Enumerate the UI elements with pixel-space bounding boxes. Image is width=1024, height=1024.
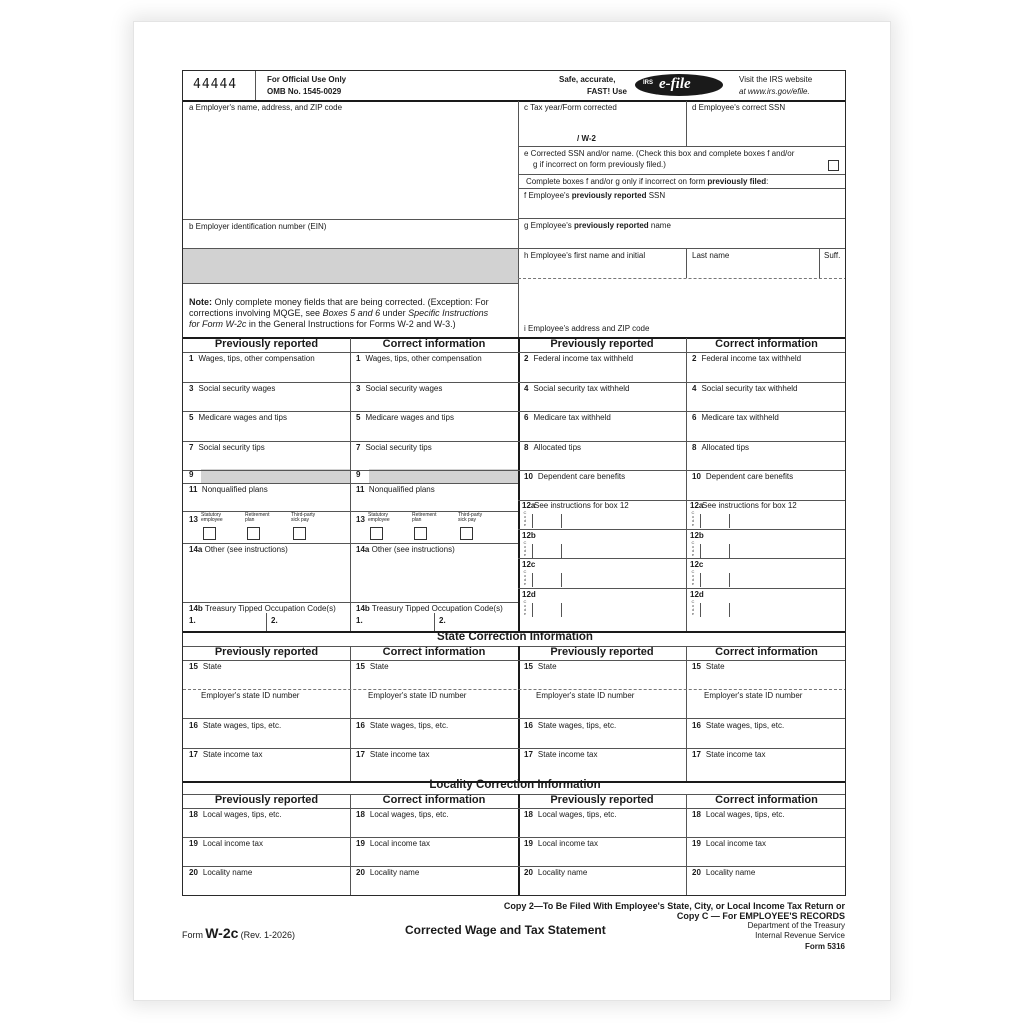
box-12c-prev-divider bbox=[532, 573, 533, 587]
box-12a-corr-num: 12a bbox=[690, 501, 704, 510]
box-19-prev-2 bbox=[524, 839, 598, 848]
box-8-prev-num: 8 bbox=[524, 442, 529, 452]
box-20-corr-3-num: 20 bbox=[692, 868, 701, 877]
box-12b-corr-divider2 bbox=[729, 544, 730, 558]
box-12c-corr-code-label: C o d e bbox=[691, 569, 695, 586]
copy2-text: Copy 2—To Be Filed With Employee's State, City, or Local Income Tax Return or bbox=[503, 901, 845, 911]
box-20-corr-1-text: Locality name bbox=[369, 868, 420, 877]
box-5-corr-num: 5 bbox=[356, 413, 361, 422]
box-15-prev-0-text: State bbox=[202, 662, 222, 671]
box-12a-prev-text: See instructions for box 12 bbox=[534, 501, 629, 510]
box-16-corr-3 bbox=[692, 721, 784, 730]
box-12a-corr-code-label: C o d e bbox=[691, 510, 695, 527]
box-10-corr-text: Dependent care benefits bbox=[705, 472, 794, 481]
box-8-corr-text: Allocated tips bbox=[701, 442, 750, 452]
box-13-prev-num: 13 bbox=[189, 515, 198, 524]
form-title: Corrected Wage and Tax Statement bbox=[405, 923, 606, 937]
box-10-corr bbox=[692, 472, 793, 481]
box-a-label: a Employer's name, address, and ZIP code bbox=[189, 103, 343, 112]
box-14b-prev: 14b Treasury Tipped Occupation Code(s) bbox=[189, 604, 336, 613]
box-3-prev bbox=[189, 384, 275, 393]
box-20-prev-0-text: Locality name bbox=[202, 868, 253, 877]
box-17-corr-1-num: 17 bbox=[356, 750, 365, 759]
suffix-label: Suff. bbox=[824, 251, 841, 260]
box-17-prev-0-num: 17 bbox=[189, 750, 198, 759]
visit-irs-line2: at www.irs.gov/efile. bbox=[739, 87, 810, 96]
box-12c-corr-divider2 bbox=[729, 573, 730, 587]
box-14a-corr: 14a Other (see instructions) bbox=[356, 545, 455, 554]
row-divider bbox=[183, 866, 846, 867]
box-e-line2: g if incorrect on form previously filed.) bbox=[533, 160, 666, 169]
dept-treasury: Department of the Treasury bbox=[747, 921, 845, 930]
box-15-prev-2 bbox=[524, 662, 557, 671]
box-18-prev-2-num: 18 bbox=[524, 810, 533, 819]
box-17-prev-2-text: State income tax bbox=[537, 750, 598, 759]
box-8-corr-num: 8 bbox=[692, 442, 697, 452]
box-3-prev-text: Social security wages bbox=[198, 383, 276, 393]
box-4-corr-num: 4 bbox=[692, 383, 697, 393]
box-13-corr-thirdparty-checkbox[interactable] bbox=[460, 527, 473, 540]
box-10-corr-num: 10 bbox=[692, 472, 701, 481]
box-19-corr-1-num: 19 bbox=[356, 839, 365, 848]
box-6-corr-text: Medicare tax withheld bbox=[701, 413, 779, 422]
box-16-prev-0-num: 16 bbox=[189, 721, 198, 730]
last-name-label: Last name bbox=[692, 251, 730, 260]
row-divider bbox=[518, 558, 846, 559]
row-divider bbox=[183, 441, 518, 442]
box-12b-corr-code-label: C o d e bbox=[691, 539, 695, 557]
box-7-prev-num: 7 bbox=[189, 442, 194, 452]
box-12a-corr-text: See instructions for box 12 bbox=[702, 501, 797, 510]
box-13-prev-thirdparty-label: Third-party sick pay bbox=[291, 512, 316, 523]
box-6-corr bbox=[692, 413, 779, 422]
box-18-corr-3 bbox=[692, 810, 785, 819]
complete-boxes-note: Complete boxes f and/or g only if incorrect on form previously filed: bbox=[526, 177, 769, 186]
box-19-prev-0 bbox=[189, 839, 263, 848]
box-13-corr-thirdparty-label: Third-party sick pay bbox=[458, 512, 483, 523]
col-header-prev-left: Previously reported bbox=[214, 338, 319, 350]
box-20-prev-2-num: 20 bbox=[524, 868, 533, 877]
box-5-corr bbox=[356, 413, 454, 422]
box-10-prev-num: 10 bbox=[524, 472, 533, 481]
row-divider bbox=[183, 748, 846, 749]
box-17-prev-0 bbox=[189, 750, 263, 759]
box-13-corr-retirement-checkbox[interactable] bbox=[414, 527, 427, 540]
box-5-corr-text: Medicare wages and tips bbox=[365, 413, 454, 422]
safe-accurate-line2: FAST! Use bbox=[587, 87, 628, 96]
box-16-prev-2 bbox=[524, 721, 616, 730]
box-14b-corr-1: 1. bbox=[356, 616, 363, 625]
box-11-prev: 11 Nonqualified plans bbox=[189, 485, 268, 494]
box-11-corr: 11 Nonqualified plans bbox=[356, 485, 435, 494]
box-16-corr-3-num: 16 bbox=[692, 721, 701, 730]
box-12a-prev-divider bbox=[532, 514, 533, 528]
box-9-prev: 9 bbox=[189, 470, 194, 479]
box-5-prev-num: 5 bbox=[189, 413, 194, 422]
box-20-prev-2-text: Locality name bbox=[537, 868, 588, 877]
box-13-corr-statutory-label: Statutory employee bbox=[368, 512, 390, 523]
box-12c-corr-divider bbox=[700, 573, 701, 587]
safe-accurate-line1: Safe, accurate, bbox=[559, 75, 616, 84]
box-18-prev-0-text: Local wages, tips, etc. bbox=[202, 810, 282, 819]
box-17-prev-0-text: State income tax bbox=[202, 750, 263, 759]
row-divider bbox=[183, 689, 846, 690]
box-2-corr bbox=[692, 354, 801, 363]
box-1-corr bbox=[356, 354, 482, 363]
box-13-prev-statutory-checkbox[interactable] bbox=[203, 527, 216, 540]
box-18-corr-1 bbox=[356, 810, 449, 819]
box-b-label: b Employer identification number (EIN) bbox=[189, 222, 327, 231]
box-f-label: f Employee's previously reported SSN bbox=[524, 191, 666, 200]
row-divider bbox=[183, 382, 518, 383]
box-12d-corr-divider bbox=[700, 603, 701, 617]
box-1-prev bbox=[189, 354, 315, 363]
employer-state-id-0: Employer's state ID number bbox=[201, 691, 300, 700]
box-12d-prev-divider bbox=[532, 603, 533, 617]
corrected-ssn-checkbox[interactable] bbox=[828, 160, 839, 171]
row-divider bbox=[183, 411, 518, 412]
box-7-corr bbox=[356, 443, 432, 452]
box-17-prev-2-num: 17 bbox=[524, 750, 533, 759]
row-divider bbox=[518, 411, 846, 412]
box-18-prev-0 bbox=[189, 810, 282, 819]
box-20-corr-3 bbox=[692, 868, 755, 877]
box-12a-prev-divider2 bbox=[561, 514, 562, 528]
box-19-prev-2-num: 19 bbox=[524, 839, 533, 848]
control-number: 44444 bbox=[193, 77, 238, 92]
box-16-prev-2-num: 16 bbox=[524, 721, 533, 730]
box-12a-corr-divider bbox=[700, 514, 701, 528]
box-12c-prev-code-label: C o d e bbox=[523, 569, 527, 586]
box-5-prev-text: Medicare wages and tips bbox=[198, 413, 287, 422]
box-2-corr-num: 2 bbox=[692, 354, 697, 363]
box-6-prev-text: Medicare tax withheld bbox=[533, 413, 611, 422]
box-12c-prev-num: 12c bbox=[522, 560, 536, 569]
box-19-prev-0-num: 19 bbox=[189, 839, 198, 848]
locality-col-header-3: Correct information bbox=[715, 794, 818, 806]
box-8-prev bbox=[524, 443, 581, 452]
box-18-prev-2-text: Local wages, tips, etc. bbox=[537, 810, 617, 819]
form-5316: Form 5316 bbox=[804, 942, 845, 951]
box-12b-prev-divider bbox=[532, 544, 533, 558]
box-18-prev-0-num: 18 bbox=[189, 810, 198, 819]
box-18-corr-3-num: 18 bbox=[692, 810, 701, 819]
ein-shaded-area bbox=[183, 249, 518, 283]
box-2-prev-num: 2 bbox=[524, 354, 529, 363]
box-18-corr-1-text: Local wages, tips, etc. bbox=[369, 810, 449, 819]
box-7-prev bbox=[189, 443, 265, 452]
box-16-prev-2-text: State wages, tips, etc. bbox=[537, 721, 617, 730]
box-19-corr-3 bbox=[692, 839, 766, 848]
box-10-prev bbox=[524, 472, 625, 481]
copyc-text: Copy C — For EMPLOYEE'S RECORDS bbox=[676, 911, 845, 921]
col-header-prev-right: Previously reported bbox=[550, 338, 654, 350]
box-6-prev bbox=[524, 413, 611, 422]
box-4-corr-text: Social security tax withheld bbox=[701, 383, 798, 393]
box-18-corr-1-num: 18 bbox=[356, 810, 365, 819]
employer-state-id-1: Employer's state ID number bbox=[368, 691, 467, 700]
box-13-prev-retirement-checkbox[interactable] bbox=[247, 527, 260, 540]
box-15-corr-1 bbox=[356, 662, 389, 671]
box-g-label: g Employee's previously reported name bbox=[524, 221, 671, 230]
efile-irs-text: IRS bbox=[643, 80, 654, 86]
box-14b-corr: 14b Treasury Tipped Occupation Code(s) bbox=[356, 604, 503, 613]
state-col-header-0: Previously reported bbox=[214, 646, 319, 658]
box-14b-corr-2: 2. bbox=[439, 616, 446, 625]
box-15-corr-1-num: 15 bbox=[356, 662, 365, 671]
box-19-prev-0-text: Local income tax bbox=[202, 839, 263, 848]
row-divider bbox=[518, 382, 846, 383]
box-12d-corr-divider2 bbox=[729, 603, 730, 617]
box-1-corr-text: Wages, tips, other compensation bbox=[365, 354, 482, 363]
box-19-corr-3-text: Local income tax bbox=[705, 839, 766, 848]
box-13-prev-thirdparty-checkbox[interactable] bbox=[293, 527, 306, 540]
note-text: Note: Only complete money fields that are being corrected. (Exception: For corrections involving MQGE, see Boxes 5 and 6 under Specific Instructions for Form W-2c in the General Instructions for Forms W-2 and W-3.) bbox=[189, 297, 489, 329]
state-section-title: State Correction Information bbox=[437, 631, 593, 643]
box-14b-prev-1: 1. bbox=[189, 616, 196, 625]
irs-efile-logo bbox=[635, 74, 723, 96]
box-16-corr-1-num: 16 bbox=[356, 721, 365, 730]
box-c-label: c Tax year/Form corrected bbox=[524, 103, 617, 112]
box-3-prev-num: 3 bbox=[189, 383, 194, 393]
row-divider bbox=[183, 718, 846, 719]
col-header-corr-right: Correct information bbox=[715, 338, 818, 350]
box-12b-prev-code-label: C o d e bbox=[523, 539, 527, 557]
box-15-prev-2-text: State bbox=[537, 662, 557, 671]
box-20-prev-0 bbox=[189, 868, 252, 877]
box-6-prev-num: 6 bbox=[524, 413, 529, 422]
box-15-prev-2-num: 15 bbox=[524, 662, 533, 671]
box-18-corr-3-text: Local wages, tips, etc. bbox=[705, 810, 785, 819]
box-12c-corr-num: 12c bbox=[690, 560, 704, 569]
box-8-corr bbox=[692, 443, 749, 452]
locality-col-header-2: Previously reported bbox=[550, 794, 654, 806]
form-id: Form W-2c (Rev. 1-2026) bbox=[182, 925, 295, 941]
box-12b-prev-divider2 bbox=[561, 544, 562, 558]
box-14b-prev-2: 2. bbox=[271, 616, 278, 625]
box-17-corr-3-num: 17 bbox=[692, 750, 701, 759]
state-col-header-1: Correct information bbox=[382, 646, 486, 658]
box-2-prev bbox=[524, 354, 633, 363]
visit-irs-line1: Visit the IRS website bbox=[739, 75, 813, 84]
box-4-prev-text: Social security tax withheld bbox=[533, 383, 630, 393]
box-d-label: d Employee's correct SSN bbox=[692, 103, 786, 112]
box-15-prev-0-num: 15 bbox=[189, 662, 198, 671]
box-15-corr-3-num: 15 bbox=[692, 662, 701, 671]
box-18-prev-2 bbox=[524, 810, 617, 819]
box-i-label: i Employee's address and ZIP code bbox=[524, 324, 650, 333]
box-10-prev-text: Dependent care benefits bbox=[537, 472, 626, 481]
box-16-corr-1-text: State wages, tips, etc. bbox=[369, 721, 449, 730]
box-13-corr-statutory-checkbox[interactable] bbox=[370, 527, 383, 540]
box-19-corr-1-text: Local income tax bbox=[369, 839, 430, 848]
row-divider bbox=[183, 470, 518, 471]
box-12d-prev-code-label: C o d e bbox=[523, 598, 527, 616]
employer-state-id-2: Employer's state ID number bbox=[536, 691, 635, 700]
box-20-corr-1-num: 20 bbox=[356, 868, 365, 877]
row-divider bbox=[518, 470, 846, 471]
row-divider bbox=[183, 837, 846, 838]
box-9-corr-shaded bbox=[369, 469, 518, 483]
box-15-corr-1-text: State bbox=[369, 662, 389, 671]
box-17-corr-1 bbox=[356, 750, 430, 759]
row-divider bbox=[518, 441, 846, 442]
omb-number: OMB No. 1545-0029 bbox=[267, 87, 342, 96]
box-7-corr-num: 7 bbox=[356, 442, 361, 452]
box-12c-prev-divider2 bbox=[561, 573, 562, 587]
box-c-value: / W-2 bbox=[577, 134, 596, 143]
box-15-prev-0 bbox=[189, 662, 222, 671]
box-3-corr-text: Social security wages bbox=[365, 383, 443, 393]
box-12a-prev-code-label: C o d e bbox=[523, 510, 527, 527]
box-1-prev-num: 1 bbox=[189, 354, 194, 363]
box-16-prev-0 bbox=[189, 721, 281, 730]
box-12b-corr-divider bbox=[700, 544, 701, 558]
locality-col-header-1: Correct information bbox=[382, 794, 486, 806]
box-20-prev-0-num: 20 bbox=[189, 868, 198, 877]
box-12b-prev-num: 12b bbox=[522, 530, 536, 540]
box-14a-prev: 14a Other (see instructions) bbox=[189, 545, 288, 554]
locality-col-header-0: Previously reported bbox=[214, 794, 319, 806]
box-12d-corr-code-label: C o d e bbox=[691, 598, 695, 616]
box-15-corr-3 bbox=[692, 662, 725, 671]
box-13-prev-retirement-label: Retirement plan bbox=[245, 512, 270, 523]
box-9-prev-shaded bbox=[201, 469, 350, 483]
box-3-corr-num: 3 bbox=[356, 383, 361, 393]
box-1-prev-text: Wages, tips, other compensation bbox=[198, 354, 315, 363]
box-1-corr-num: 1 bbox=[356, 354, 361, 363]
state-col-header-2: Previously reported bbox=[550, 646, 654, 658]
employer-state-id-3: Employer's state ID number bbox=[704, 691, 803, 700]
box-4-prev bbox=[524, 384, 630, 393]
internal-revenue-service: Internal Revenue Service bbox=[755, 931, 845, 940]
box-3-corr bbox=[356, 384, 442, 393]
box-4-prev-num: 4 bbox=[524, 383, 529, 393]
box-9-corr: 9 bbox=[356, 470, 361, 479]
box-19-prev-2-text: Local income tax bbox=[537, 839, 598, 848]
box-17-corr-3 bbox=[692, 750, 766, 759]
box-17-corr-1-text: State income tax bbox=[369, 750, 430, 759]
locality-section-title: Locality Correction Information bbox=[429, 779, 601, 791]
row-divider bbox=[183, 660, 846, 661]
box-12b-corr-num: 12b bbox=[690, 530, 704, 540]
box-19-corr-3-num: 19 bbox=[692, 839, 701, 848]
box-h-label: h Employee's first name and initial bbox=[524, 251, 646, 260]
box-20-prev-2 bbox=[524, 868, 587, 877]
box-2-prev-text: Federal income tax withheld bbox=[533, 354, 634, 363]
row-divider bbox=[183, 808, 846, 809]
box-12d-corr-num: 12d bbox=[690, 589, 704, 599]
official-use-label: For Official Use Only bbox=[267, 75, 347, 84]
box-15-corr-3-text: State bbox=[705, 662, 725, 671]
box-20-corr-1 bbox=[356, 868, 419, 877]
box-12d-prev-num: 12d bbox=[522, 589, 536, 599]
box-16-prev-0-text: State wages, tips, etc. bbox=[202, 721, 282, 730]
box-4-corr bbox=[692, 384, 798, 393]
box-2-corr-text: Federal income tax withheld bbox=[701, 354, 802, 363]
box-7-prev-text: Social security tips bbox=[198, 442, 265, 452]
box-20-corr-3-text: Locality name bbox=[705, 868, 756, 877]
box-19-corr-1 bbox=[356, 839, 430, 848]
box-13-prev-statutory-label: Statutory employee bbox=[201, 512, 223, 523]
box-13-corr-num: 13 bbox=[356, 515, 365, 524]
box-17-corr-3-text: State income tax bbox=[705, 750, 766, 759]
w2c-form bbox=[182, 70, 846, 896]
box-16-corr-3-text: State wages, tips, etc. bbox=[705, 721, 785, 730]
row-divider bbox=[518, 588, 846, 589]
box-5-prev bbox=[189, 413, 287, 422]
box-7-corr-text: Social security tips bbox=[365, 442, 432, 452]
box-12a-corr-divider2 bbox=[729, 514, 730, 528]
state-col-header-3: Correct information bbox=[715, 646, 818, 658]
box-6-corr-num: 6 bbox=[692, 413, 697, 422]
col-header-corr-left: Correct information bbox=[382, 338, 486, 350]
box-8-prev-text: Allocated tips bbox=[533, 442, 582, 452]
box-13-corr-retirement-label: Retirement plan bbox=[412, 512, 437, 523]
box-12d-prev-divider2 bbox=[561, 603, 562, 617]
box-12a-prev-num: 12a bbox=[522, 501, 536, 510]
efile-text: e-file bbox=[659, 76, 691, 92]
box-e-line1: e Corrected SSN and/or name. (Check this box and complete boxes f and/or bbox=[524, 149, 795, 158]
row-divider bbox=[518, 529, 846, 530]
box-17-prev-2 bbox=[524, 750, 598, 759]
box-16-corr-1 bbox=[356, 721, 448, 730]
